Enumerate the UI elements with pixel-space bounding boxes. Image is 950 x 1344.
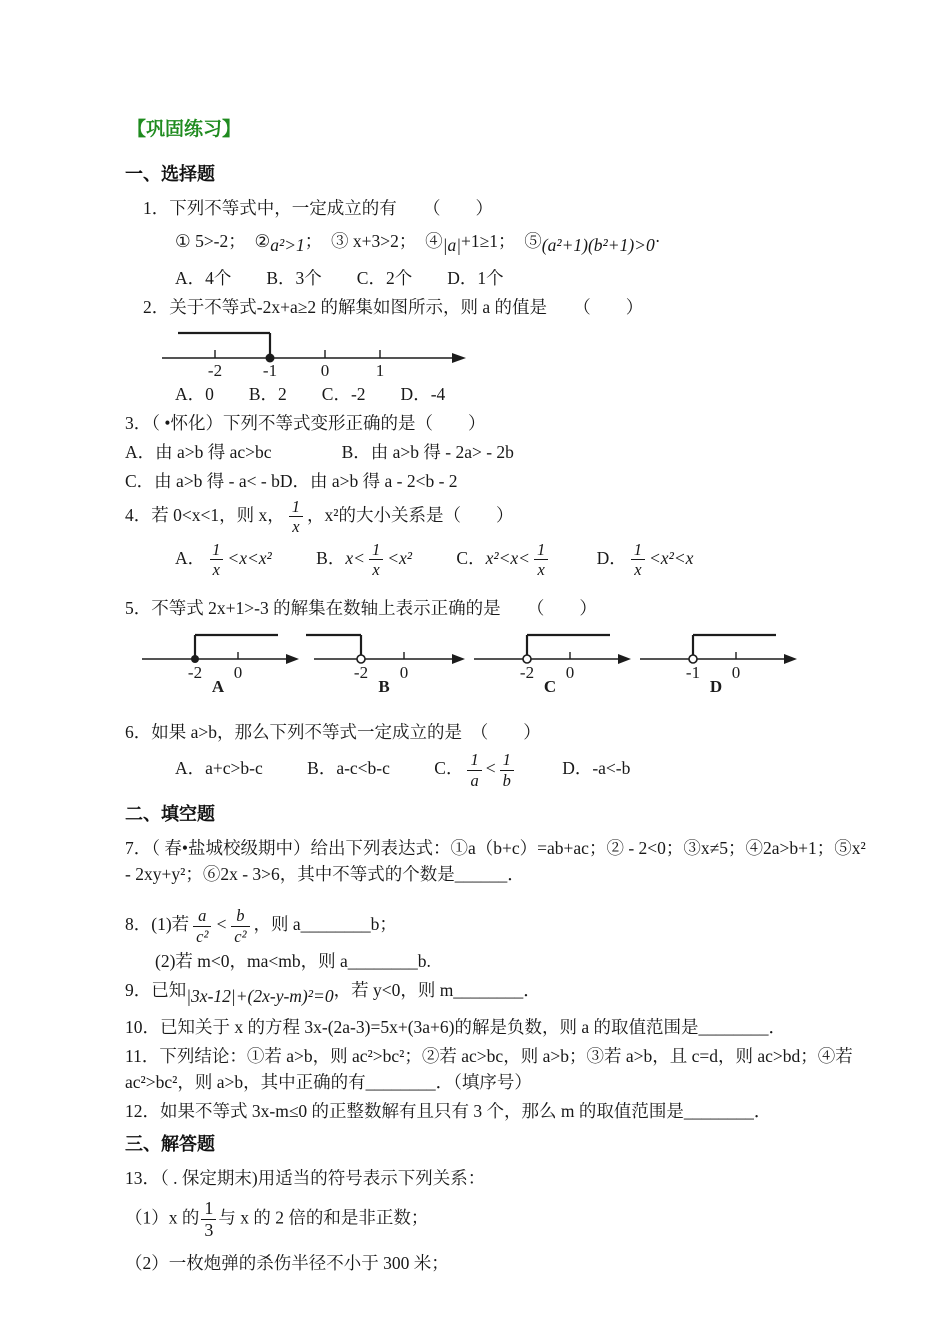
q9-post: ，若 y<0，则 m________． [333, 980, 541, 1001]
q4-option-a: A． $\frac{1}{x}$ <x<x² [175, 540, 272, 580]
q1-expr-part: ； ③ x+3>2； ④ [304, 230, 443, 251]
q5-diagram-d [638, 625, 800, 693]
q4-stem-pre: 4．若 0<x<1，则 x， [125, 504, 285, 525]
question-8-line1 [125, 907, 868, 945]
diagram-letter: B [378, 677, 390, 693]
axis-arrowhead [618, 654, 631, 664]
fraction: $\frac{1}{x}$ [369, 541, 383, 579]
tick-label: -1 [262, 360, 278, 378]
q6-option-d: D．-a<-b [562, 758, 631, 779]
question-8-line2: (2)若 m<0，ma<mb，则 a________b. [155, 951, 431, 971]
section-1-title: 一、选择题 [125, 163, 215, 184]
question-2-options: A．0 B．2 C．-2 D．-4 [175, 383, 446, 404]
tick-label: 0 [233, 663, 243, 682]
tick-label: -2 [519, 663, 535, 682]
tick-label: -2 [207, 360, 223, 378]
section-3-title: 三、解答题 [125, 1133, 215, 1154]
question-6-options [175, 751, 868, 789]
q1-math-1: a²>1 [270, 234, 305, 255]
question-6-stem: 6．如果 a>b，那么下列不等式一定成立的是 （ ） [125, 722, 541, 742]
open-dot [523, 655, 531, 663]
q1-math-2: |a| [442, 234, 462, 255]
tick-label: 0 [399, 663, 409, 682]
question-13-stem: 13．（ . 保定期末)用适当的符号表示下列关系： [125, 1167, 486, 1188]
q4-option-c: C．x²<x< $\frac{1}{x}$ [456, 548, 552, 568]
question-12: 12．如果不等式 3x-m≤0 的正整数解有且只有 3 个，那么 m 的取值范围是________． [125, 1101, 772, 1122]
axis-arrowhead [784, 654, 797, 664]
fraction: $\frac{1}{x}$ [534, 541, 548, 579]
fraction: $\frac{1}{b}$ [500, 751, 514, 789]
fraction: $\frac{1}{x}$ [631, 541, 645, 579]
question-1-options: A．4个 B．3个 C．2个 D．1个 [175, 268, 504, 288]
question-10: 10．已知关于 x 的方程 3x-(2a-3)=5x+(3a+6)的解是负数，则 a 的取值范围是________． [125, 1016, 786, 1037]
tick-label: 1 [375, 360, 385, 378]
q1-expr-part: +1≥1； ⑤ [461, 230, 542, 251]
question-4-options [175, 541, 868, 579]
q4-stem-post: ，x²的大小关系是（ ） [307, 504, 514, 525]
question-4-stem [125, 498, 868, 536]
tick-label: -2 [187, 663, 203, 682]
page-title: 【巩固练习】 [127, 119, 242, 140]
question-9 [125, 977, 868, 1007]
axis-arrowhead [452, 353, 466, 363]
q5-diagram-c [472, 625, 634, 693]
q6-option-a: A．a+c>b-c [175, 758, 263, 779]
question-3-options-cd: C．由 a>b 得 - a< - bD．由 a>b 得 a - 2<b - 2 [125, 471, 458, 492]
diagram-letter: A [211, 677, 225, 693]
q13-p1-pre: （1）x 的 [125, 1207, 200, 1228]
fraction: $\frac{a}{\text{c²}}$ [193, 907, 211, 945]
fraction: $\frac{1}{3}$ [201, 1199, 216, 1240]
q8-post: ，则 a________b； [253, 914, 397, 935]
q9-pre: 9．已知 [125, 980, 187, 1001]
question-13-part2: （2）一枚炮弹的杀伤半径不小于 300 米； [125, 1252, 449, 1273]
question-2-numberline [160, 324, 470, 378]
q5-diagram-a [140, 625, 302, 693]
tick-label: -2 [353, 663, 369, 682]
question-1-expressions [175, 224, 868, 262]
question-1-stem: 1．下列不等式中，一定成立的有 （ ） [143, 197, 493, 218]
q8-lt: < [215, 914, 228, 935]
q6-option-c: C． $\frac{1}{a}$ < $\frac{1}{b}$ [434, 758, 518, 778]
q13-p1-post: 与 x 的 2 倍的和是非正数； [218, 1207, 429, 1228]
question-13-part1 [125, 1199, 868, 1240]
fraction: $\frac{1}{x}$ [289, 498, 303, 536]
diagram-letter: D [709, 677, 723, 693]
tick-label: -1 [685, 663, 701, 682]
open-dot [357, 655, 365, 663]
tick-label: 0 [565, 663, 575, 682]
q1-expr-part: ① 5>-2； ② [175, 230, 271, 251]
q4-option-d: D． $\frac{1}{x}$ <x²<x [596, 540, 694, 580]
q1-math-3: (a²+1)(b²+1)>0 [541, 234, 655, 255]
question-11: 11．下列结论：①若 a>b，则 ac²>bc²；②若 ac>bc，则 a>b；③若 a>b，且 c=d，则 ac>bd；④若 ac²>bc²，则 a>b，其中正确的有________．（填序号） [125, 1045, 853, 1092]
question-7: 7．（ 春•盐城校级期中）给出下列表达式：①a（b+c）=ab+ac；② - 2<0；③x≠5；④2a>b+1；⑤x² - 2xy+y²；⑥2x - 3>6，其中不等式的个数是______． [125, 837, 866, 885]
diagram-letter: C [543, 677, 557, 693]
q1-expr-part: · [654, 230, 661, 251]
q4-option-b: B．x< $\frac{1}{x}$ <x² [316, 540, 413, 580]
q8-pre: 8．(1)若 [125, 914, 190, 935]
question-5-stem: 5．不等式 2x+1>-3 的解集在数轴上表示正确的是 （ ） [125, 597, 597, 618]
question-5-diagrams [140, 625, 868, 693]
section-2-title: 二、填空题 [125, 803, 215, 824]
axis-arrowhead [452, 654, 465, 664]
q9-math: |3x-12|+(2x-y-m)²=0 [186, 986, 334, 1007]
fraction: $\frac{1}{x}$ [209, 541, 223, 579]
axis-arrowhead [286, 654, 299, 664]
fraction: $\frac{1}{a}$ [467, 751, 481, 789]
question-3-options-ab: A．由 a>b 得 ac>bc B．由 a>b 得 - 2a> - 2b [125, 442, 514, 462]
q6-option-b: B．a-c<b-c [307, 758, 390, 779]
question-3-stem: 3．（ •怀化）下列不等式变形正确的是（ ） [125, 412, 486, 433]
tick-label: 0 [731, 663, 741, 682]
open-dot [689, 655, 697, 663]
tick-label: 0 [320, 360, 330, 378]
q5-diagram-b [306, 625, 468, 693]
closed-dot [191, 655, 199, 663]
question-2-stem: 2．关于不等式-2x+a≥2 的解集如图所示，则 a 的值是 （ ） [143, 297, 644, 318]
fraction: $\frac{b}{\text{c²}}$ [231, 907, 249, 945]
